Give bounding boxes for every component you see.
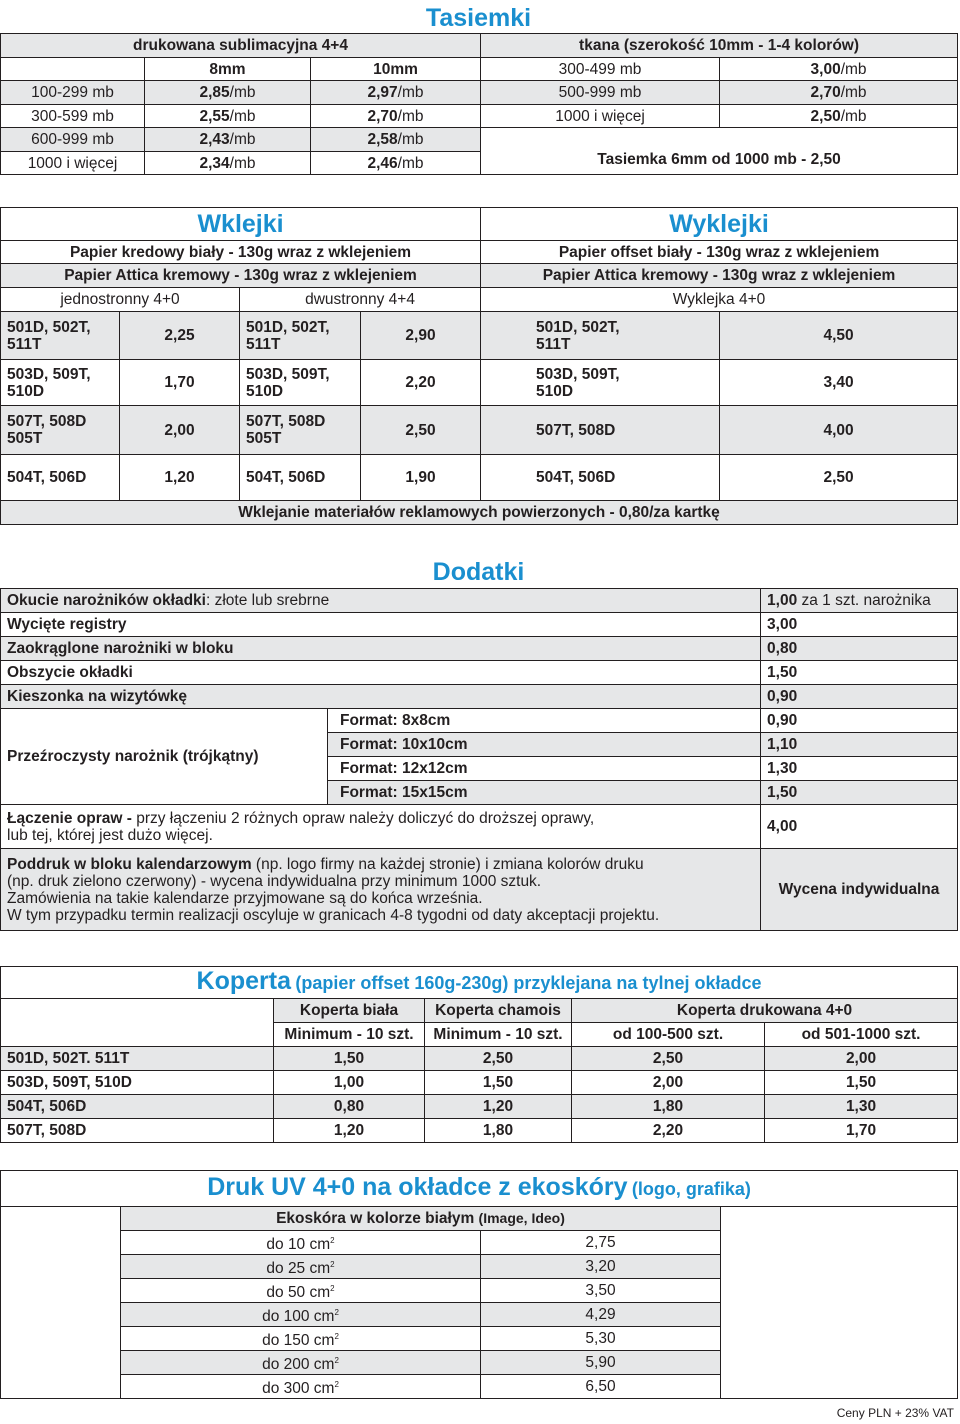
right-price: 2,50/mb [720, 105, 958, 128]
dodatki-table [0, 588, 958, 931]
codes-one: 507T, 508D 505T [1, 406, 120, 455]
tasiemki-title: Tasiemki [425, 4, 532, 32]
koperta-price: 1,20 [425, 1095, 572, 1119]
uv-header: Ekoskóra w kolorze białym (Image, Ideo) [121, 1207, 721, 1231]
koperta-price: 0,80 [274, 1095, 425, 1119]
codes-one: 501D, 502T, 511T [1, 312, 120, 360]
koperta-row-label: 501D, 502T. 511T [1, 1047, 274, 1071]
format-price: 1,30 [761, 757, 958, 781]
price-two: 1,90 [361, 455, 481, 501]
tasiemki-left-header: drukowana sublimacyjna 4+4 [1, 34, 481, 58]
uv-row-price: 6,50 [481, 1375, 721, 1399]
koperta-price: 1,80 [572, 1095, 765, 1119]
uv-section [0, 1170, 957, 1399]
codes-one: 504T, 506D [1, 455, 120, 501]
left-range: 1000 i więcej [1, 152, 145, 175]
left-range: 600-999 mb [1, 128, 145, 152]
wklejki-section [0, 207, 957, 525]
koperta-table [0, 966, 958, 1143]
koperta-price: 1,50 [274, 1047, 425, 1071]
od-100-500: od 100-500 szt. [572, 1023, 765, 1047]
format-label: Format: 12x12cm [328, 757, 761, 781]
left-price-10: 2,70/mb [311, 105, 481, 128]
col-8mm: 8mm [145, 58, 311, 81]
koperta-drukowana-header: Koperta drukowana 4+0 [572, 999, 958, 1023]
koperta-row-label: 504T, 506D [1, 1095, 274, 1119]
wklejki-table [0, 207, 958, 525]
codes-two: 503D, 509T, 510D [240, 360, 361, 406]
left-price-10: 2,46/mb [311, 152, 481, 175]
format-label: Format: 10x10cm [328, 733, 761, 757]
empty-cell [721, 1231, 958, 1255]
empty-cell [1, 1351, 121, 1375]
price-two: 2,90 [361, 312, 481, 360]
koperta-price: 1,20 [274, 1119, 425, 1143]
price-one: 2,00 [120, 406, 240, 455]
wklejki-line2: Papier Attica kremowy - 130g wraz z wklejeniem [1, 264, 481, 288]
price-one: 1,70 [120, 360, 240, 406]
koperta-price: 2,00 [765, 1047, 958, 1071]
uv-row-price: 5,30 [481, 1327, 721, 1351]
price-wyk: 4,00 [720, 406, 958, 455]
okucie-price: 1,00 za 1 szt. narożnika [761, 589, 958, 613]
uv-row-price: 3,50 [481, 1279, 721, 1303]
od-501-1000: od 501-1000 szt. [765, 1023, 958, 1047]
koperta-price: 2,00 [572, 1071, 765, 1095]
left-range: 300-599 mb [1, 105, 145, 128]
empty-cell [1, 1207, 121, 1231]
empty-cell [1, 1255, 121, 1279]
price-one: 1,20 [120, 455, 240, 501]
tasiemki-right-header: tkana (szerokość 10mm - 1-4 kolorów) [481, 34, 958, 58]
right-range: 300-499 mb [481, 58, 720, 81]
koperta-price: 2,50 [425, 1047, 572, 1071]
price-two: 2,20 [361, 360, 481, 406]
min-biala: Minimum - 10 szt. [274, 1023, 425, 1047]
min-chamois: Minimum - 10 szt. [425, 1023, 572, 1047]
tasiemka-6mm: Tasiemka 6mm od 1000 mb - 2,50 [481, 128, 958, 175]
koperta-row-label: 503D, 509T, 510D [1, 1071, 274, 1095]
left-price-8: 2,55/mb [145, 105, 311, 128]
koperta-price: 2,50 [572, 1047, 765, 1071]
format-label: Format: 8x8cm [328, 709, 761, 733]
empty-cell [721, 1255, 958, 1279]
price-wyk: 3,40 [720, 360, 958, 406]
wyklejki-line1: Papier offset biały - 130g wraz z wklejeniem [481, 241, 958, 264]
format-label: Format: 15x15cm [328, 781, 761, 805]
item-label: Wycięte registry [1, 613, 761, 637]
uv-row-label: do 200 $cm^2$ [121, 1351, 481, 1375]
empty-cell [1, 1327, 121, 1351]
empty-cell [1, 1303, 121, 1327]
sub-wyklejka: Wyklejka 4+0 [481, 288, 958, 312]
uv-row-label: do 150 $cm^2$ [121, 1327, 481, 1351]
uv-table [0, 1170, 958, 1399]
item-label: Kieszonka na wizytówkę [1, 685, 761, 709]
poddruk-label: Poddruk w bloku kalendarzowym (np. logo firmy na każdej stronie) i zmiana kolorów druku (np. druk zielono czerwony) - wycena indywidualna przy minimum 1000 sztuk. Zamówienia na takie kalendarze przyjmowane są do końca września. W tym przypadku termin realizacji oscyluje w granicach 4-8 tygodni od daty akceptacji projektu. [1, 849, 761, 931]
wklejki-footer: Wklejanie materiałów reklamowych powierzonych - 0,80/za kartkę [1, 501, 958, 525]
item-label: Zaokrąglone narożniki w bloku [1, 637, 761, 661]
uv-row-label: do 300 $cm^2$ [121, 1375, 481, 1399]
wyklejki-line2: Papier Attica kremowy - 130g wraz z wklejeniem [481, 264, 958, 288]
right-price: 3,00/mb [720, 58, 958, 81]
poddruk-price: Wycena indywidualna [761, 849, 958, 931]
empty-cell [1, 1375, 121, 1399]
koperta-price: 1,50 [425, 1071, 572, 1095]
koperta-price: 1,70 [765, 1119, 958, 1143]
empty-cell [1, 1279, 121, 1303]
empty-cell [721, 1207, 958, 1231]
empty-cell [721, 1279, 958, 1303]
empty-cell [721, 1303, 958, 1327]
price-wyk: 4,50 [720, 312, 958, 360]
koperta-price: 2,20 [572, 1119, 765, 1143]
tasiemki-table [0, 33, 958, 175]
codes-one: 503D, 509T, 510D [1, 360, 120, 406]
codes-wyk: 501D, 502T, 511T [481, 312, 720, 360]
item-price: 0,90 [761, 685, 958, 709]
koperta-price: 1,00 [274, 1071, 425, 1095]
laczenie-price: 4,00 [761, 805, 958, 849]
right-range: 1000 i więcej [481, 105, 720, 128]
wklejki-line1: Papier kredowy biały - 130g wraz z wklejeniem [1, 241, 481, 264]
uv-row-label: do 25 $cm^2$ [121, 1255, 481, 1279]
left-range: 100-299 mb [1, 81, 145, 105]
price-two: 2,50 [361, 406, 481, 455]
codes-wyk: 503D, 509T, 510D [481, 360, 720, 406]
right-price: 2,70/mb [720, 81, 958, 105]
empty-cell [721, 1327, 958, 1351]
format-price: 1,10 [761, 733, 958, 757]
empty-cell [721, 1351, 958, 1375]
uv-row-price: 4,29 [481, 1303, 721, 1327]
koperta-price: 1,80 [425, 1119, 572, 1143]
codes-two: 507T, 508D 505T [240, 406, 361, 455]
wklejki-title: Wklejki [1, 208, 481, 241]
koperta-price: 1,50 [765, 1071, 958, 1095]
naroznik-label: Przeźroczysty narożnik (trójkątny) [1, 709, 328, 805]
uv-row-price: 3,20 [481, 1255, 721, 1279]
wyklejki-title: Wyklejki [481, 208, 958, 241]
empty-cell [1, 58, 145, 81]
left-price-8: 2,34/mb [145, 152, 311, 175]
uv-row-label: do 10 $cm^2$ [121, 1231, 481, 1255]
left-price-10: 2,58/mb [311, 128, 481, 152]
koperta-biala-header: Koperta biała [274, 999, 425, 1023]
laczenie-label: Łączenie opraw - przy łączeniu 2 różnych opraw należy doliczyć do droższej oprawy, lub tej, której jest dużo więcej. [1, 805, 761, 849]
sub-jednostronny: jednostronny 4+0 [1, 288, 240, 312]
codes-two: 501D, 502T, 511T [240, 312, 361, 360]
dodatki-title: Dodatki [432, 558, 525, 586]
price-one: 2,25 [120, 312, 240, 360]
item-price: 1,50 [761, 661, 958, 685]
codes-wyk: 507T, 508D [481, 406, 720, 455]
sub-dwustronny: dwustronny 4+4 [240, 288, 481, 312]
left-price-10: 2,97/mb [311, 81, 481, 105]
empty-cell [721, 1375, 958, 1399]
item-price: 3,00 [761, 613, 958, 637]
item-price: 0,80 [761, 637, 958, 661]
koperta-price: 1,30 [765, 1095, 958, 1119]
okucie-label: Okucie narożników okładki: złote lub srebrne [1, 589, 761, 613]
uv-row-label: do 100 $cm^2$ [121, 1303, 481, 1327]
codes-wyk: 504T, 506D [481, 455, 720, 501]
item-label: Obszycie okładki [1, 661, 761, 685]
right-range: 500-999 mb [481, 81, 720, 105]
left-price-8: 2,85/mb [145, 81, 311, 105]
codes-two: 504T, 506D [240, 455, 361, 501]
koperta-chamois-header: Koperta chamois [425, 999, 572, 1023]
uv-title: Druk UV 4+0 na okładce z ekoskóry (logo, grafika) [1, 1171, 958, 1207]
vat-note: Ceny PLN + 23% VAT [836, 1406, 954, 1420]
price-wyk: 2,50 [720, 455, 958, 501]
koperta-section [0, 966, 957, 1143]
format-price: 1,50 [761, 781, 958, 805]
uv-row-price: 5,90 [481, 1351, 721, 1375]
col-10mm: 10mm [311, 58, 481, 81]
koperta-row-label: 507T, 508D [1, 1119, 274, 1143]
left-price-8: 2,43/mb [145, 128, 311, 152]
format-price: 0,90 [761, 709, 958, 733]
koperta-title: Koperta (papier offset 160g-230g) przyklejana na tylnej okładce [1, 967, 958, 999]
uv-row-price: 2,75 [481, 1231, 721, 1255]
empty-cell [1, 1231, 121, 1255]
uv-row-label: do 50 $cm^2$ [121, 1279, 481, 1303]
empty-cell [1, 999, 274, 1047]
